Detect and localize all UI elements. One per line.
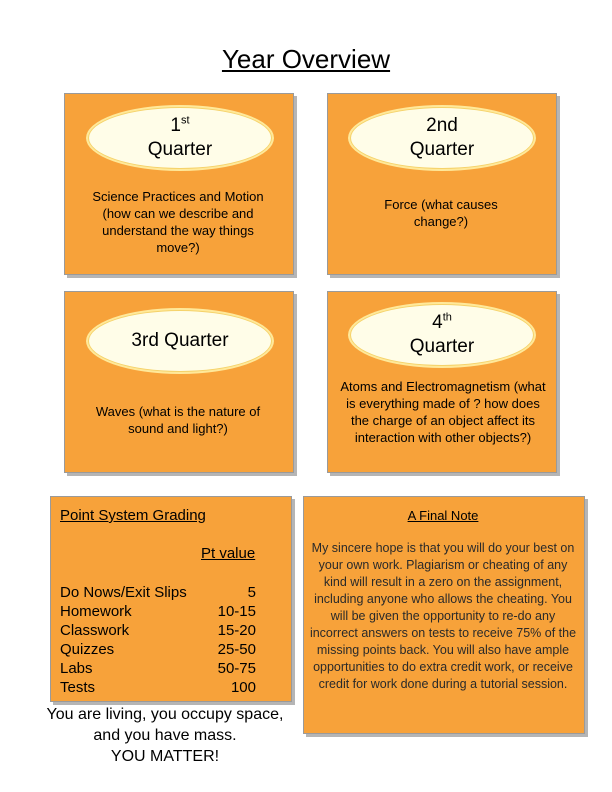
grading-value: 50-75 — [217, 660, 256, 677]
grading-title: Point System Grading — [60, 507, 206, 524]
grading-value: 100 — [230, 679, 256, 696]
quarter-4-description: Atoms and Electromagnetism (what is everything made of ? how does the charge of an object affect its interaction with other objects?) — [340, 379, 546, 445]
grading-value: 5 — [247, 584, 256, 601]
quarter-1-suffix: st — [181, 114, 190, 127]
quarter-4-suffix: th — [442, 311, 452, 324]
quarter-2-heading — [350, 107, 534, 169]
quarter-4-heading — [350, 304, 534, 366]
grading-value: 25-50 — [217, 641, 256, 658]
quarter-4-word: Quarter — [409, 336, 475, 357]
closing-line-3: YOU MATTER! — [110, 748, 220, 765]
final-note-title: A Final Note — [407, 508, 479, 523]
grading-label: Tests — [60, 679, 96, 696]
quarter-1-number: 1 — [170, 115, 181, 137]
quarter-1-word: Quarter — [147, 139, 213, 160]
quarter-2-line2: Quarter — [409, 139, 475, 160]
grading-column-header: Pt value — [201, 545, 256, 562]
grading-label: Quizzes — [60, 641, 115, 658]
quarter-3-description: Waves (what is the nature of sound and light?) — [95, 404, 261, 436]
grading-label: Labs — [60, 660, 93, 677]
quarter-3-heading — [88, 310, 272, 372]
closing-line-2: and you have mass. — [93, 727, 237, 744]
grading-label: Do Nows/Exit Slips — [60, 584, 187, 601]
quarter-2-line1: 2nd — [426, 115, 458, 137]
quarter-1-heading — [88, 107, 272, 169]
closing-message — [30, 704, 300, 767]
grading-value: 15-20 — [217, 622, 256, 639]
closing-line-1: You are living, you occupy space, — [46, 706, 284, 723]
quarter-3-title: 3rd Quarter — [131, 330, 229, 352]
grading-value: 10-15 — [217, 603, 256, 620]
grading-label: Classwork — [60, 622, 130, 639]
quarter-1-description: Science Practices and Motion (how can we describe and understand the way things move?) — [92, 189, 264, 255]
quarter-4-number: 4 — [432, 312, 443, 334]
page-title: Year Overview — [221, 44, 391, 74]
grading-label: Homework — [60, 603, 132, 620]
final-note-body: My sincere hope is that you will do your best on your own work. Plagiarism or cheating of any kind will result in a zero on the assignment, including anyone who allows the cheating. You will be given the opportunity to re-do any incorrect answers on tests to receive 75% of the missing points back. You will also have ample opportunities to do extra credit work, or receive credit for work done during a tutorial session. — [309, 541, 577, 691]
quarter-2-description: Force (what causes change?) — [384, 197, 498, 229]
